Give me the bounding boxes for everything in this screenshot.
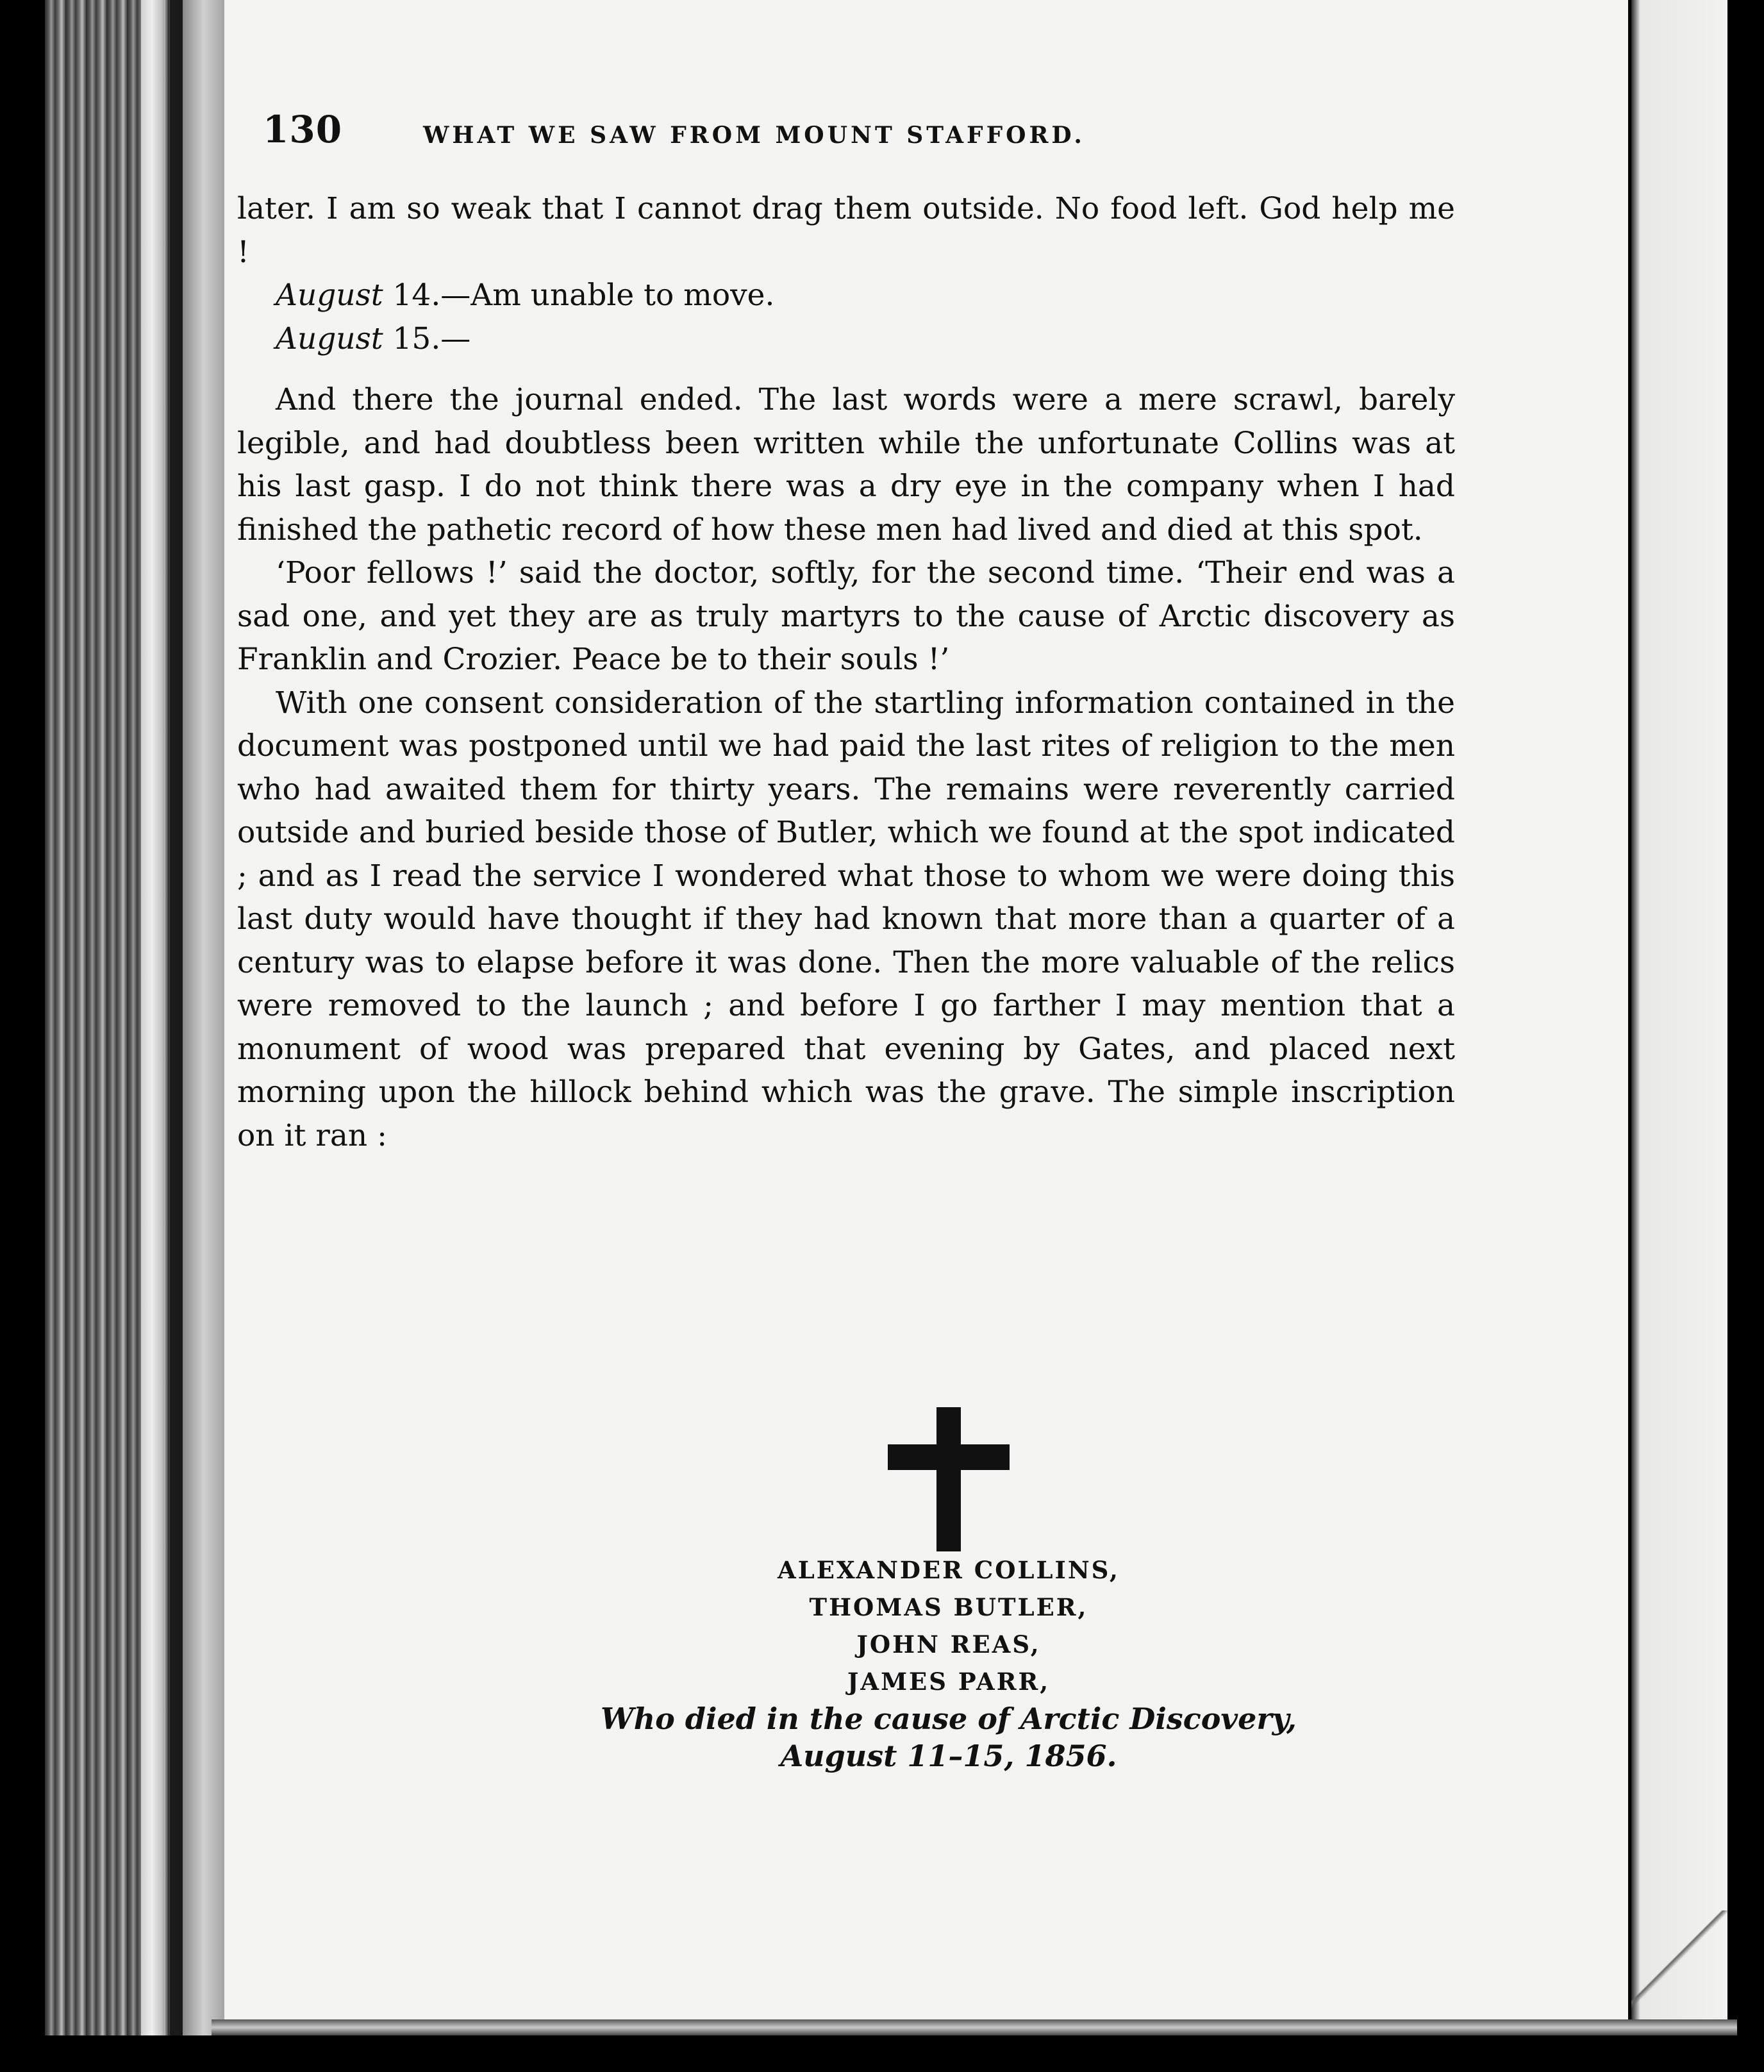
- inscription-name: ALEXANDER COLLINS,: [778, 1556, 1120, 1584]
- edge-shadow: [170, 0, 183, 2035]
- paragraph-4: With one consent consideration of the startling information contained in the document was postponed until we had paid the last rites of religion to the men who had awaited them for thirty years. The remains were reverently carried outside and buried beside those of Butler, which we found at the spot indicated ; and as I read the service I wondered what those to whom we were doing this last duty would have thought if they had known that more than a quarter of a century was to elapse before it was done. Then the more valuable of the relics were removed to the launch ; and before I go farther I may mention that a monument of wood was prepared that evening by Gates, and placed next morning upon the hillock behind which was the grave. The simple inscription on it ran :: [237, 685, 1455, 1153]
- inscription-dates: August 11–15, 1856.: [780, 1739, 1117, 1773]
- running-head: WHAT WE SAW FROM MOUNT STAFFORD.: [423, 122, 1085, 149]
- paragraph-1: later. I am so weak that I cannot drag them outside. No food left. God help me !: [237, 191, 1455, 270]
- edge-highlight-inner: [183, 0, 224, 2035]
- cross-horizontal-bar: [888, 1444, 1010, 1470]
- journal-entry-15: [237, 317, 1455, 361]
- monument-inscription: [577, 1551, 1320, 1775]
- page-number: 130: [263, 108, 343, 151]
- bottom-page-edge: [212, 2019, 1737, 2035]
- cross-icon: [888, 1407, 1010, 1551]
- paragraph-2: And there the journal ended. The last words were a mere scrawl, barely legible, and had doubtless been written while the unfortunate Collins was at his last gasp. I do not think there was a dry eye in the company when I had finished the pathetic record of how these men had lived and died at this spot.: [237, 382, 1455, 547]
- entry-text: 15.—: [383, 321, 471, 356]
- journal-entry-14: [237, 274, 1455, 317]
- paragraph-3: ‘Poor fellows !’ said the doctor, softly, for the second time. ‘Their end was a sad one, and yet they are as truly martyrs to the cause of Arctic discovery as Franklin and Crozier. Peace be to their souls !’: [237, 555, 1455, 677]
- entry-date: August: [276, 278, 383, 313]
- page-header: [263, 108, 1295, 165]
- edge-highlight: [141, 0, 163, 2035]
- inscription-name: THOMAS BUTLER,: [809, 1593, 1088, 1621]
- inscription-name: JAMES PARR,: [847, 1667, 1051, 1696]
- inscription-dedication: Who died in the cause of Arctic Discovery,: [601, 1701, 1297, 1736]
- cross-vertical-bar: [936, 1407, 961, 1551]
- entry-text: 14.—Am unable to move.: [383, 278, 775, 313]
- page-block-edges: [45, 0, 224, 2035]
- entry-date: August: [276, 321, 383, 356]
- inscription-name: JOHN REAS,: [856, 1630, 1041, 1658]
- body-text: [237, 187, 1455, 1157]
- opposite-page-edge: [1631, 0, 1727, 2035]
